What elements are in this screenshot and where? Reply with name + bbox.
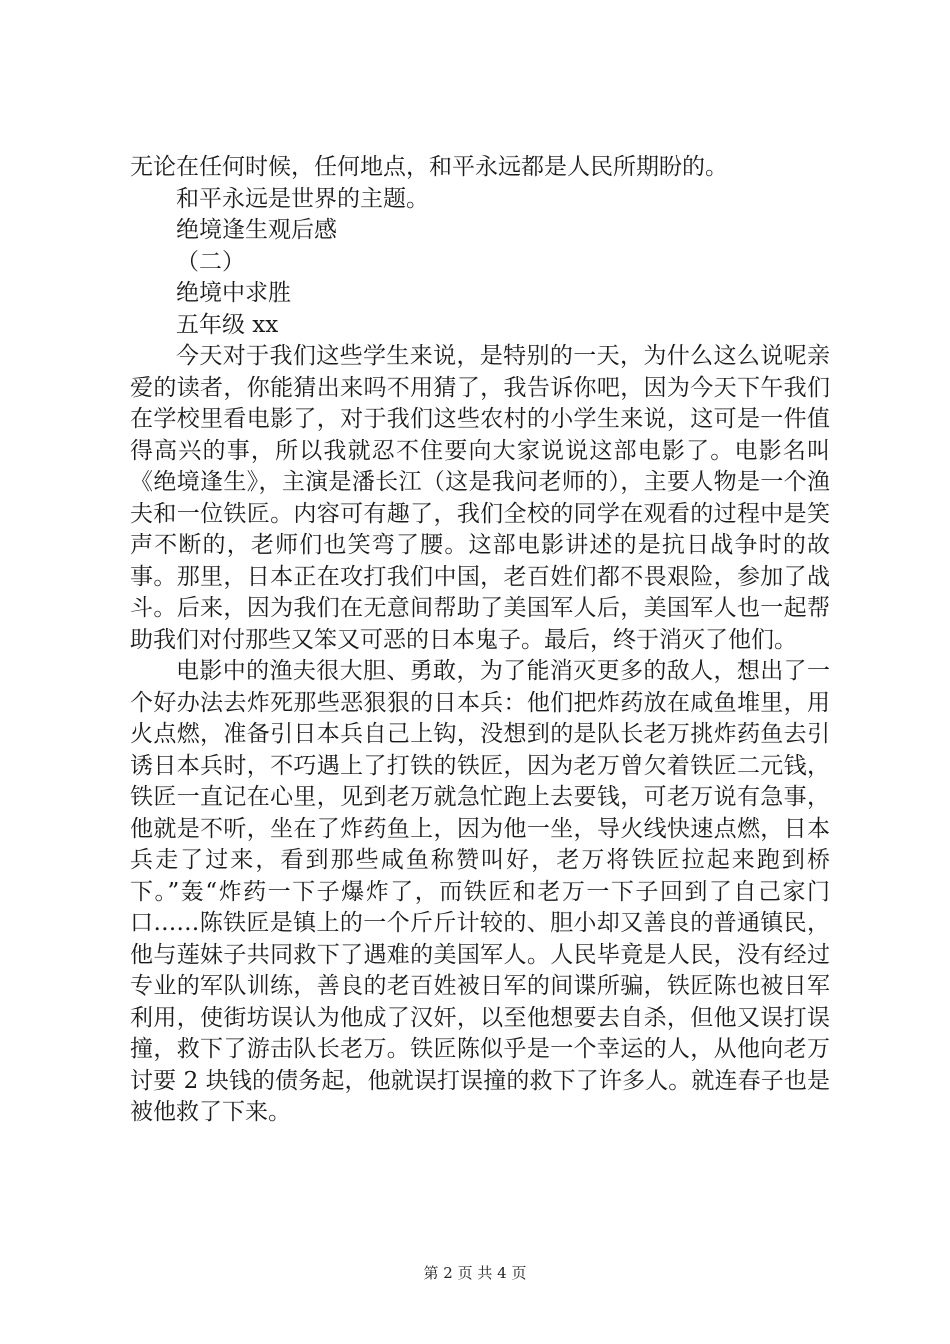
section-number: （二） — [176, 248, 245, 275]
document-body — [130, 152, 830, 1129]
essay-subtitle: 绝境中求胜 — [176, 280, 291, 306]
paragraph: 今天对于我们这些学生来说，是特别的一天，为什么这么说呢亲爱的读者，你能猜出来吗不用猜了，我告诉你吧，因为今天下午我们在学校里看电影了，对于我们这些农村的小学生来说，这可是一件值得高兴的事，所以我就忍不住要向大家说说这部电影了。电影名叫《绝境逢生》，主演是潘长江（这是我问老师的），主要人物是一个渔夫和一位铁匠。内容可有趣了，我们全校的同学在观看的过程中是笑声不断的，老师们也笑弯了腰。这部电影讲述的是抗日战争时的故事。那里，日本正在攻打我们中国，老百姓们都不畏艰险，参加了战斗。后来，因为我们在无意间帮助了美国军人后，美国军人也一起帮助我们对付那些又笨又可恶的日本鬼子。最后，终于消灭了他们。 — [130, 343, 830, 653]
text-line: 无论在任何时候，任何地点，和平永远都是人民所期盼的。 — [130, 154, 728, 180]
essay-title: 绝境逢生观后感 — [176, 217, 337, 243]
paragraph: 电影中的渔夫很大胆、勇敢，为了能消灭更多的敌人，想出了一个好办法去炸死那些恶狠狠的日本兵：他们把炸药放在咸鱼堆里，用火点燃，准备引日本兵自己上钩，没想到的是队长老万挑炸药鱼去引诱日本兵时，不巧遇上了打铁的铁匠，因为老万曾欠着铁匠二元钱，铁匠一直记在心里，见到老万就急忙跑上去要钱，可老万说有急事，他就是不听，坐在了炸药鱼上，因为他一坐，导火线快速点燃，日本兵走了过来，看到那些咸鱼称赞叫好，老万将铁匠拉起来跑到桥下。”轰“炸药一下子爆炸了，而铁匠和老万一下子回到了自己家门口……陈铁匠是镇上的一个斤斤计较的、胆小却又善良的普通镇民，他与莲妹子共同救下了遇难的美国军人。人民毕竟是人民，没有经过专业的军队训练，善良的老百姓被日军的间谍所骗，铁匠陈也被日军利用，使街坊误认为他成了汉奸，以至他想要去自杀，但他又误打误撞，救下了游击队长老万。铁匠陈似乎是一个幸运的人，从他向老万讨要 2 块钱的债务起，他就误打误撞的救下了许多人。就连春子也是被他救了下来。 — [130, 658, 830, 1125]
page-footer: 第 2 页 共 4 页 — [423, 1264, 527, 1282]
author-line: 五年级 xx — [176, 311, 279, 338]
text-line: 和平永远是世界的主题。 — [176, 185, 429, 212]
